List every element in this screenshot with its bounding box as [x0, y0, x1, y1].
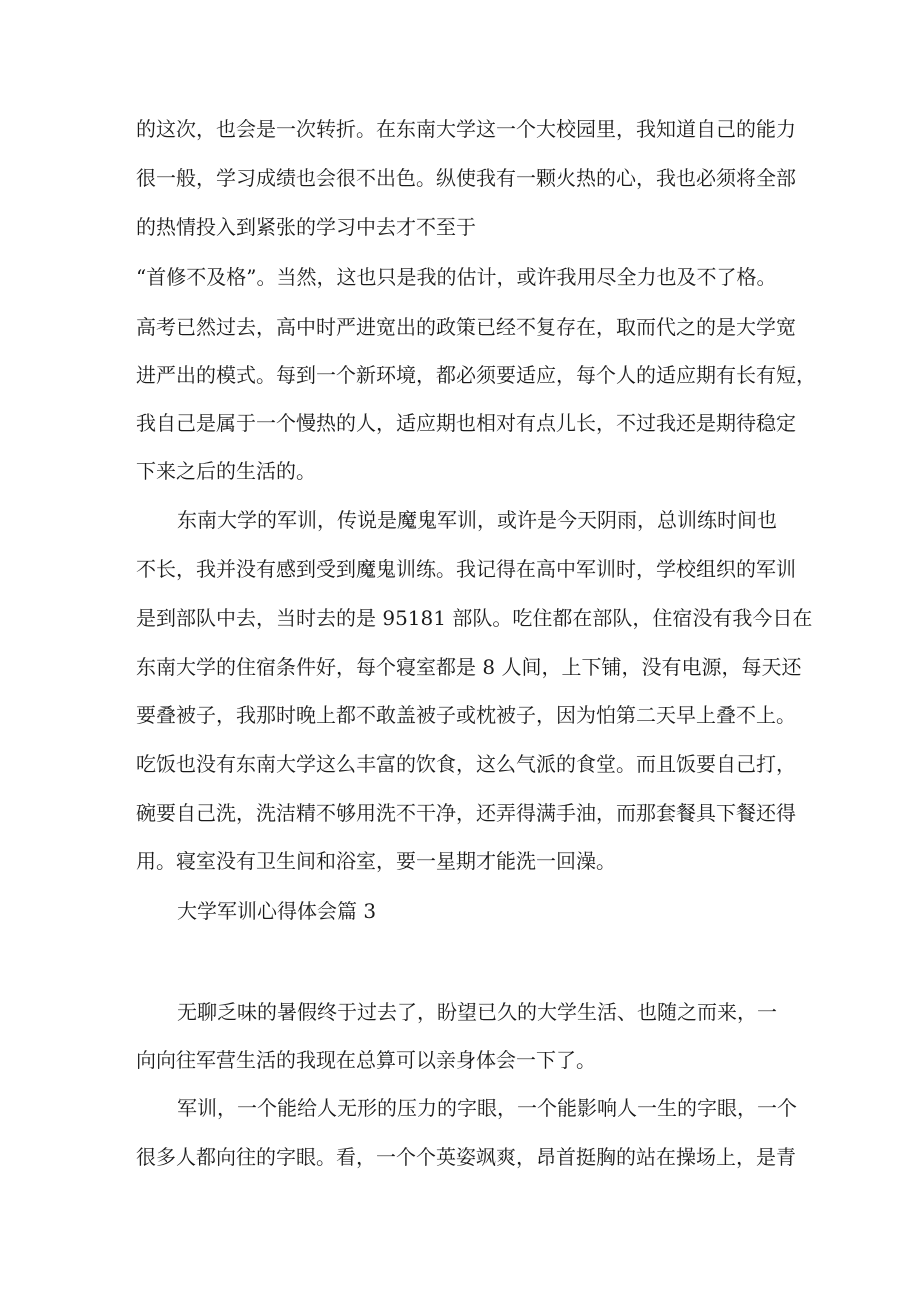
text-line: 的这次，也会是一次转折。在东南大学这一个大校园里，我知道自己的能力 — [136, 117, 796, 141]
text-line: 进严出的模式。每到一个新环境，都必须要适应，每个人的适应期有长有短， — [136, 363, 816, 387]
text-line: 碗要自己洗，洗洁精不够用洗不干净，还弄得满手油，而那套餐具下餐还得 — [136, 801, 796, 825]
paragraph-first-line: 无聊乏味的暑假终于过去了，盼望已久的大学生活、也随之而来，一 — [177, 1000, 777, 1024]
paragraph-first-line: 军训，一个能给人无形的压力的字眼，一个能影响人一生的字眼，一个 — [177, 1096, 797, 1120]
text-line: 很多人都向往的字眼。看，一个个英姿飒爽，昂首挺胸的站在操场上，是青 — [136, 1145, 796, 1169]
paragraph-first-line: 东南大学的军训，传说是魔鬼军训，或许是今天阴雨，总训练时间也 — [177, 508, 777, 532]
text-line: 用。寝室没有卫生间和浴室，要一星期才能洗一回澡。 — [136, 849, 616, 873]
text-line: 下来之后的生活的。 — [136, 459, 316, 483]
text-line: “首修不及格”。当然，这也只是我的估计，或许我用尽全力也及不了格。 — [136, 265, 777, 289]
text-line: 的热情投入到紧张的学习中去才不至于 — [136, 215, 476, 239]
text-line: 我自己是属于一个慢热的人，适应期也相对有点儿长，不过我还是期待稳定 — [136, 411, 796, 435]
text-line: 东南大学的住宿条件好，每个寝室都是 8 人间，上下铺，没有电源，每天还 — [136, 655, 802, 679]
text-line: 向向往军营生活的我现在总算可以亲身体会一下了。 — [136, 1048, 596, 1072]
text-line: 高考已然过去，高中时严进宽出的政策已经不复存在，取而代之的是大学宽 — [136, 315, 796, 339]
text-line: 要叠被子，我那时晚上都不敢盖被子或枕被子，因为怕第二天早上叠不上。 — [136, 703, 796, 727]
section-heading: 大学军训心得体会篇 3 — [177, 899, 377, 923]
text-line: 不长，我并没有感到受到魔鬼训练。我记得在高中军训时，学校组织的军训 — [136, 557, 796, 581]
text-line: 是到部队中去，当时去的是 95181 部队。吃住都在部队，住宿没有我今日在 — [136, 606, 813, 630]
text-line: 吃饭也没有东南大学这么丰富的饮食，这么气派的食堂。而且饭要自己打， — [136, 752, 796, 776]
text-line: 很一般，学习成绩也会很不出色。纵使我有一颗火热的心，我也必须将全部 — [136, 166, 796, 190]
